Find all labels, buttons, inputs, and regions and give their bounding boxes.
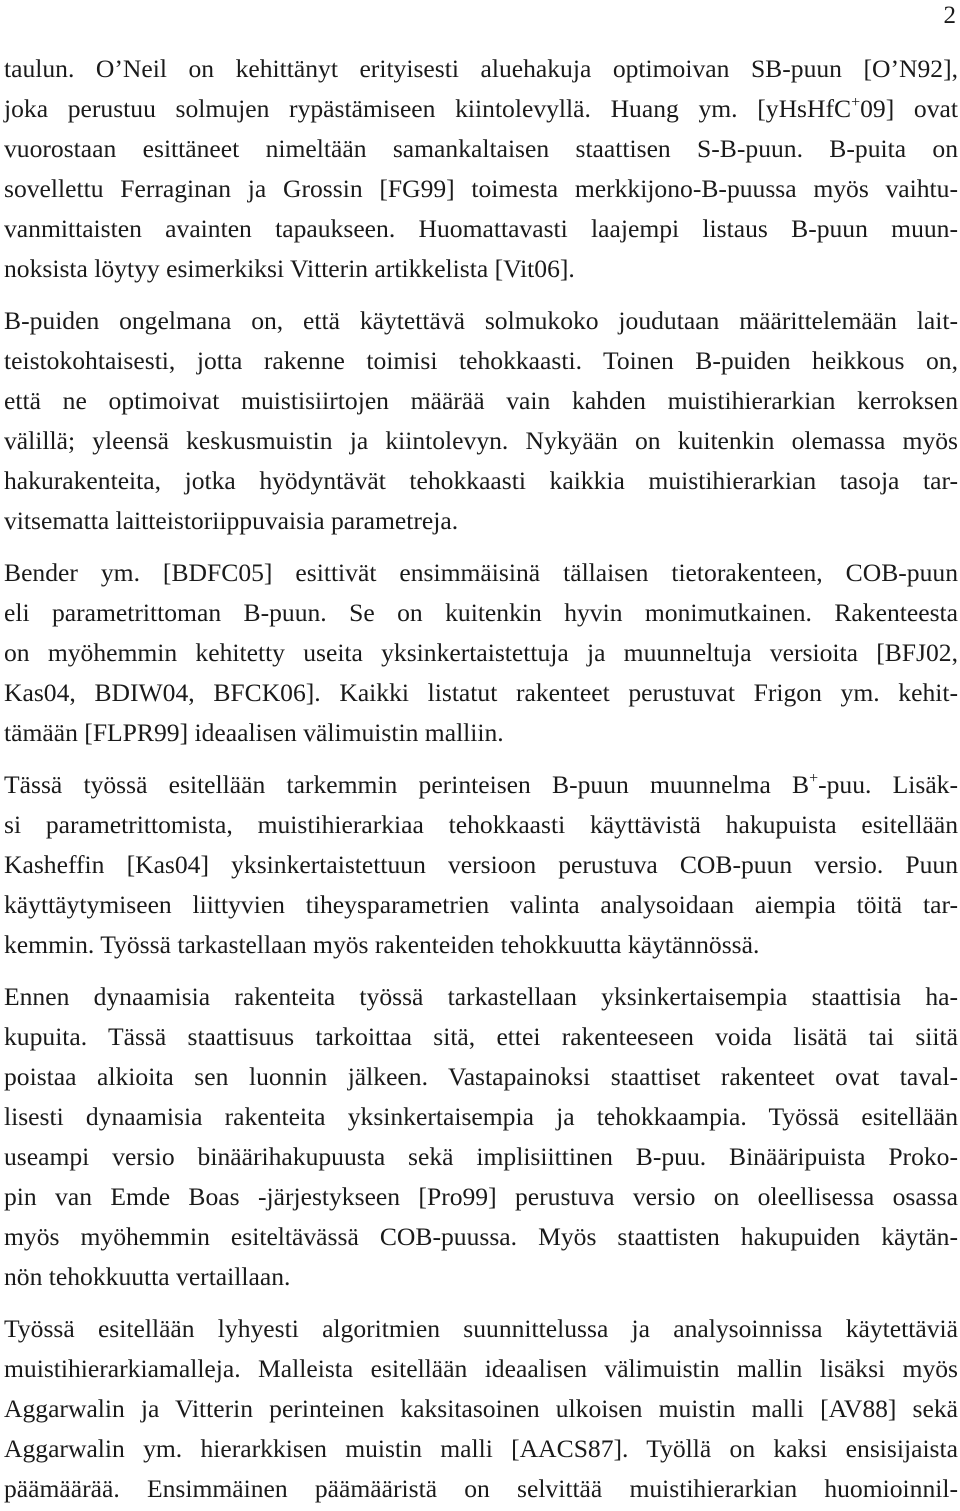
text-line: useampi versio binäärihakupuusta sekä implisiittinen B-puu. Binääripuista Proko-: [4, 1142, 958, 1171]
text-line: lisesti dynaamisia rakenteita yksinkertaisempia ja tehokkaampia. Työssä esitellään: [4, 1102, 958, 1131]
text-line: B-puiden ongelmana on, että käytettävä solmukoko joudutaan määrittelemään lait-: [4, 306, 958, 335]
text-line: kupuita. Tässä staattisuus tarkoittaa sitä, ettei rakenteeseen voida lisätä tai siitä: [4, 1022, 958, 1051]
text-line: taulun. O’Neil on kehittänyt erityisesti aluehakuja optimoivan SB-puun [O’N92],: [4, 54, 958, 83]
text-line: Tässä työssä esitellään tarkemmin perinteisen B-puun muunnelma B+-puu. Lisäk-: [4, 770, 958, 799]
text-line: poistaa alkioita sen luonnin jälkeen. Vastapainoksi staattiset rakenteet ovat taval-: [4, 1062, 958, 1091]
text-line: sovellettu Ferraginan ja Grossin [FG99] toimesta merkkijono-B-puussa myös vaihtu-: [4, 174, 958, 203]
paragraph: [4, 1309, 958, 1509]
page-body: [4, 49, 958, 1509]
text-line: muistihierarkiamalleja. Malleista esitellään ideaalisen välimuistin mallin lisäksi myös: [4, 1354, 958, 1383]
text-line: si parametrittomista, muistihierarkiaa tehokkaasti käyttävistä hakupuista esitellään: [4, 810, 958, 839]
text-line: että ne optimoivat muistisiirtojen määrää vain kahden muistihierarkian kerroksen: [4, 386, 958, 415]
text-line: välillä; yleensä keskusmuistin ja kiintolevyn. Nykyään on kuitenkin olemassa myös: [4, 426, 958, 455]
text-line: on myöhemmin kehitetty useita yksinkertaistettuja ja muunneltuja versioita [BFJ02,: [4, 638, 958, 667]
text-line: pin van Emde Boas -järjestykseen [Pro99] perustuva versio on oleellisessa osassa: [4, 1182, 958, 1211]
text-line: teistokohtaisesti, jotta rakenne toimisi tehokkaasti. Toinen B-puiden heikkous on,: [4, 346, 958, 375]
text-line: Kas04, BDIW04, BFCK06]. Kaikki listatut rakenteet perustuvat Frigon ym. kehit-: [4, 678, 958, 707]
paragraph: [4, 301, 958, 541]
text-line: myös myöhemmin esiteltävässä COB-puussa. Myös staattisten hakupuiden käytän-: [4, 1222, 958, 1251]
text-line: Bender ym. [BDFC05] esittivät ensimmäisinä tällaisen tietorakenteen, COB-puun: [4, 558, 958, 587]
text-line: Aggarwalin ym. hierarkkisen muistin malli [AACS87]. Työllä on kaksi ensisijaista: [4, 1434, 958, 1463]
text-line: hakurakenteita, jotka hyödyntävät tehokkaasti kaikkia muistihierarkian tasoja tar-: [4, 466, 958, 495]
paragraph: [4, 977, 958, 1297]
text-line: Ennen dynaamisia rakenteita työssä tarkastellaan yksinkertaisempia staattisia ha-: [4, 982, 958, 1011]
text-line: nön tehokkuutta vertaillaan.: [4, 1262, 291, 1291]
paragraph: [4, 765, 958, 965]
text-line: Työssä esitellään lyhyesti algoritmien suunnittelussa ja analysoinnissa käytettäviä: [4, 1314, 958, 1343]
text-line: vitsematta laitteistoriippuvaisia parametreja.: [4, 506, 459, 535]
text-line: joka perustuu solmujen rypästämiseen kiintolevyllä. Huang ym. [yHsHfC+09] ovat: [4, 94, 958, 123]
text-line: noksista löytyy esimerkiksi Vitterin artikkelista [Vit06].: [4, 254, 575, 283]
text-line: päämäärää. Ensimmäinen päämääristä on selvittää muistihierarkian huomioinnil-: [4, 1474, 958, 1503]
text-line: tämään [FLPR99] ideaalisen välimuistin malliin.: [4, 718, 504, 747]
page-number: 2: [943, 2, 956, 29]
text-line: kemmin. Työssä tarkastellaan myös rakenteiden tehokkuutta käytännössä.: [4, 930, 760, 959]
text-line: vuorostaan esittäneet nimeltään samankaltaisen staattisen S-B-puun. B-puita on: [4, 134, 958, 163]
text-line: käyttäytymiseen liittyvien tiheysparametrien valinta analysoidaan aiempia töitä tar-: [4, 890, 958, 919]
text-line: Aggarwalin ja Vitterin perinteinen kaksitasoinen ulkoisen muistin malli [AV88] sekä: [4, 1394, 958, 1423]
text-line: Kasheffin [Kas04] yksinkertaistettuun versioon perustuva COB-puun versio. Puun: [4, 850, 958, 879]
text-line: eli parametrittoman B-puun. Se on kuitenkin hyvin monimutkainen. Rakenteesta: [4, 598, 958, 627]
paragraph: [4, 49, 958, 289]
text-line: vanmittaisten avainten tapaukseen. Huomattavasti laajempi listaus B-puun muun-: [4, 214, 958, 243]
paragraph: [4, 553, 958, 753]
